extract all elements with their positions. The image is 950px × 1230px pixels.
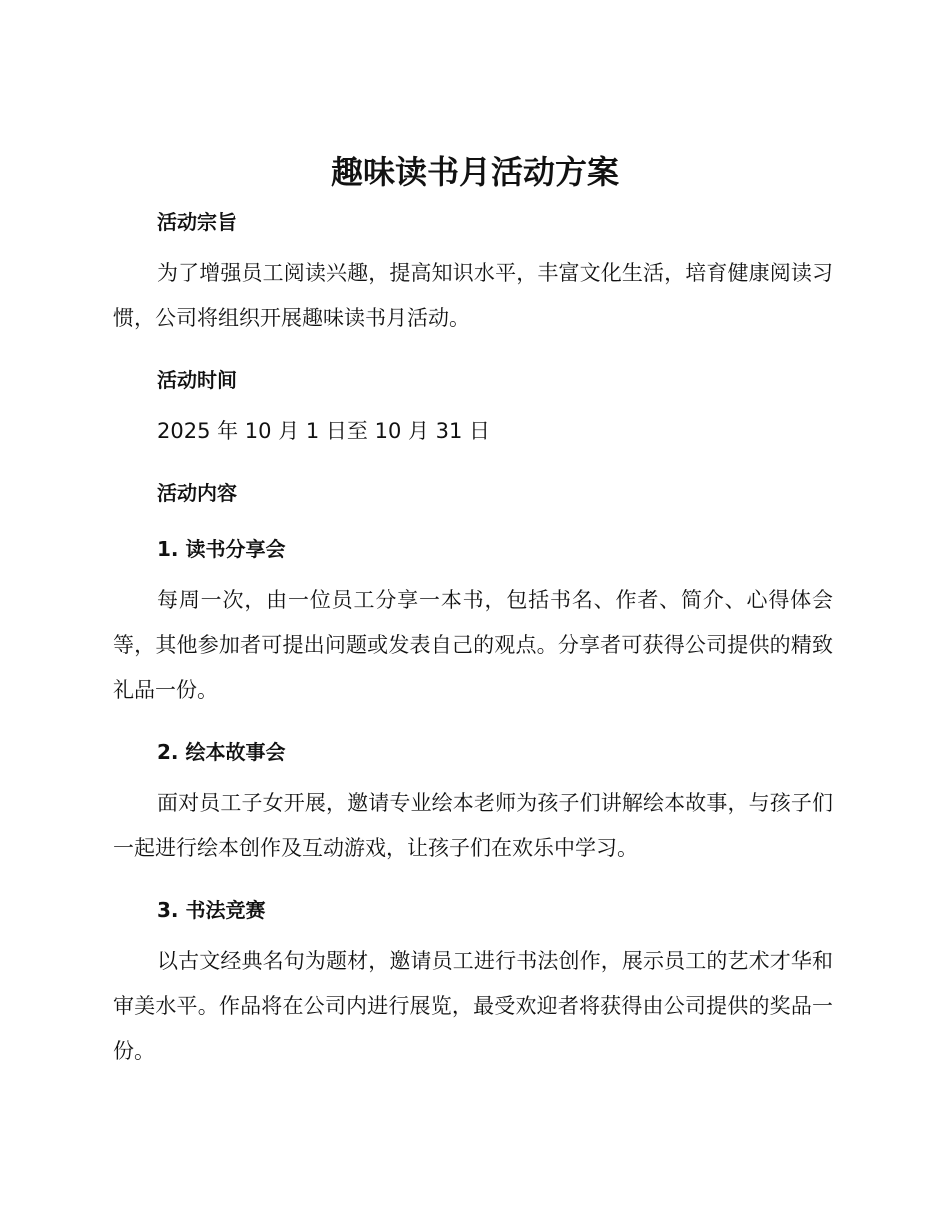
section-heading-item1: 1. 读书分享会: [157, 537, 286, 561]
document-title: 趣味读书月活动方案: [330, 153, 619, 191]
section-heading-content: 活动内容: [157, 481, 237, 505]
document-body: [113, 205, 833, 1074]
section-heading-item2: 2. 绘本故事会: [157, 740, 286, 764]
section-heading-time: 活动时间: [157, 368, 237, 392]
section-heading-item3: 3. 书法竞赛: [157, 898, 266, 922]
section-text-purpose: 为了增强员工阅读兴趣，提高知识水平，丰富文化生活，培育健康阅读习惯，公司将组织开展趣味读书月活动。: [113, 261, 833, 330]
section-heading-purpose: 活动宗旨: [157, 210, 237, 234]
section-text-item2: 面对员工子女开展，邀请专业绘本老师为孩子们讲解绘本故事，与孩子们一起进行绘本创作及互动游戏，让孩子们在欢乐中学习。: [113, 791, 833, 860]
section-text-item3: 以古文经典名句为题材，邀请员工进行书法创作，展示员工的艺术才华和审美水平。作品将在公司内进行展览，最受欢迎者将获得由公司提供的奖品一份。: [113, 949, 833, 1063]
section-text-time: 2025 年 10 月 1 日至 10 月 31 日: [157, 419, 491, 443]
section-text-item1: 每周一次，由一位员工分享一本书，包括书名、作者、简介、心得体会等，其他参加者可提出问题或发表自己的观点。分享者可获得公司提供的精致礼品一份。: [113, 588, 833, 702]
